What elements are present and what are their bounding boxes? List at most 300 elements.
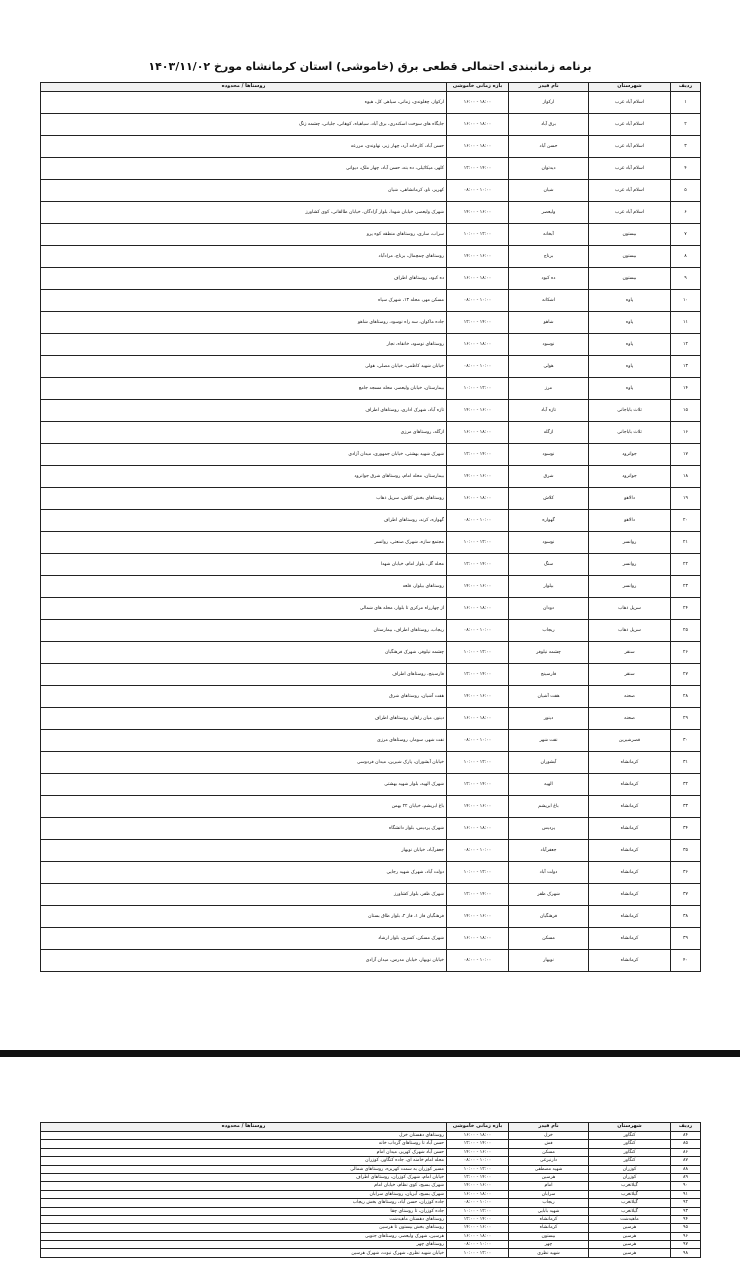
row-number-cell: ۱۱ (671, 312, 701, 334)
city-cell: سرپل ذهاب (589, 598, 671, 620)
row-number-cell: ۹۷ (671, 1241, 701, 1249)
row-number-cell: ۲۱ (671, 532, 701, 554)
area-cell: شهرک شهید بهشتی، خیابان جمهوری، میدان آزادی (41, 444, 447, 466)
city-cell: هرسین (589, 1249, 671, 1257)
time-cell: ۱۶:۰۰ - ۱۴:۰۰ (447, 796, 509, 818)
table-header-row (41, 1123, 701, 1132)
row-number-cell: ۲۵ (671, 620, 701, 642)
time-cell: ۱۶:۰۰ - ۱۴:۰۰ (447, 576, 509, 598)
time-cell: ۱۲:۰۰ - ۱۰:۰۰ (447, 532, 509, 554)
city-cell: اسلام آباد غرب (589, 158, 671, 180)
schedule-table (40, 82, 701, 972)
area-cell: مسکن مهر، محله ۱۳، شهرک سپاه (41, 290, 447, 312)
area-cell: جاده کوزران، حسن آباد، روستاهای بخش ریجاب (41, 1199, 447, 1207)
row-number-cell: ۱۷ (671, 444, 701, 466)
area-cell: روستاهای بخش کلاش، سرپل ذهاب (41, 488, 447, 510)
city-cell: پاوه (589, 378, 671, 400)
table-row (41, 1157, 701, 1165)
feeder-cell: الهیه (509, 774, 589, 796)
table-row (41, 1165, 701, 1173)
row-number-cell: ۳۳ (671, 796, 701, 818)
area-cell: حسن آباد، کارخانه آرد، چهار زبر، نهاوندی، مزرعه (41, 136, 447, 158)
area-cell: نفت شهر، سومار، روستاهای مرزی (41, 730, 447, 752)
city-cell: صحنه (589, 708, 671, 730)
table-row (41, 356, 701, 378)
city-cell: ثلاث باباجانی (589, 422, 671, 444)
city-cell: گیلانغرب (589, 1199, 671, 1207)
table-row (41, 1132, 701, 1140)
feeder-cell: امام (509, 1182, 589, 1190)
table-row (41, 818, 701, 840)
schedule-body-continued (41, 1132, 701, 1258)
time-cell: ۱۲:۰۰ - ۱۰:۰۰ (447, 862, 509, 884)
table-row (41, 378, 701, 400)
time-cell: ۱۲:۰۰ - ۱۰:۰۰ (447, 642, 509, 664)
area-cell: ده کبود، روستاهای اطراف (41, 268, 447, 290)
table-row (41, 686, 701, 708)
table-row (41, 224, 701, 246)
document-title: برنامه زمانبندی احتمالی قطعی برق (خاموشی) استان کرمانشاه مورخ ۱۴۰۳/۱۱/۰۲ (148, 60, 592, 73)
area-cell: شهرک بسیج، کوی نظام، خیابان امام (41, 1182, 447, 1190)
row-number-cell: ۹۱ (671, 1190, 701, 1198)
table-row (41, 1190, 701, 1198)
feeder-cell: تازه آباد (509, 400, 589, 422)
table-row (41, 180, 701, 202)
feeder-cell: جعفرآباد (509, 840, 589, 862)
header-city: شهرستان (589, 83, 671, 92)
time-cell: ۱۴:۰۰ - ۱۲:۰۰ (447, 312, 509, 334)
time-cell: ۱۶:۰۰ - ۱۴:۰۰ (447, 1182, 509, 1190)
time-cell: ۱۶:۰۰ - ۱۴:۰۰ (447, 1224, 509, 1232)
row-number-cell: ۱۳ (671, 356, 701, 378)
area-cell: بیمارستان، محله امام، روستاهای شرق جوانرود (41, 466, 447, 488)
page-separator (0, 1050, 740, 1057)
feeder-cell: ولیعصر (509, 202, 589, 224)
table-row (41, 400, 701, 422)
feeder-cell: چشمه نیلوفر (509, 642, 589, 664)
area-cell: دولت آباد، شهرک شهید رجایی (41, 862, 447, 884)
header-city: شهرستان (589, 1123, 671, 1132)
table-row (41, 92, 701, 114)
area-cell: روستاهای نوسود، خانقاه، نجار (41, 334, 447, 356)
city-cell: روانسر (589, 554, 671, 576)
area-cell: شهرک ولیعصر، خیابان شهدا، بلوار آزادگان، خیابان طالقانی، کوی کشاورز (41, 202, 447, 224)
city-cell: کنگاور (589, 1140, 671, 1148)
city-cell: اسلام آباد غرب (589, 92, 671, 114)
time-cell: ۱۰:۰۰ - ۰۸:۰۰ (447, 620, 509, 642)
table-header-row (41, 83, 701, 92)
time-cell: ۱۲:۰۰ - ۱۰:۰۰ (447, 1249, 509, 1257)
row-number-cell: ۲ (671, 114, 701, 136)
time-cell: ۱۰:۰۰ - ۰۸:۰۰ (447, 1241, 509, 1249)
time-cell: ۱۴:۰۰ - ۱۲:۰۰ (447, 664, 509, 686)
city-cell: پاوه (589, 356, 671, 378)
table-row (41, 312, 701, 334)
table-row (41, 334, 701, 356)
header-feeder: نام فیدر (509, 83, 589, 92)
document-page-2 (0, 1110, 740, 1280)
city-cell: کوزران (589, 1165, 671, 1173)
feeder-cell: دودان (509, 598, 589, 620)
time-cell: ۱۶:۰۰ - ۱۴:۰۰ (447, 400, 509, 422)
area-cell: شهرک بسیج، آبزیان، روستاهای سرابان (41, 1190, 447, 1198)
city-cell: کوزران (589, 1173, 671, 1181)
time-cell: ۱۸:۰۰ - ۱۶:۰۰ (447, 1190, 509, 1198)
feeder-cell: پردیس (509, 818, 589, 840)
area-cell: روستاهای بخش بیستون تا هرسین (41, 1224, 447, 1232)
table-row (41, 642, 701, 664)
feeder-cell: آبخانه (509, 224, 589, 246)
city-cell: روانسر (589, 576, 671, 598)
table-row (41, 114, 701, 136)
area-cell: جاده ماکوان، سه راه نوسود، روستاهای شاهو (41, 312, 447, 334)
row-number-cell: ۹۳ (671, 1207, 701, 1215)
row-number-cell: ۲۳ (671, 576, 701, 598)
table-row (41, 1173, 701, 1181)
row-number-cell: ۱۹ (671, 488, 701, 510)
area-cell: سراب، ساری، روستاهای منطقه کوه پرو (41, 224, 447, 246)
feeder-cell: سرابان (509, 1190, 589, 1198)
header-feeder: نام فیدر (509, 1123, 589, 1132)
header-time: بازه زمانی خاموشی (447, 83, 509, 92)
area-cell: روستاهای بیلوار، قلعه (41, 576, 447, 598)
time-cell: ۱۸:۰۰ - ۱۶:۰۰ (447, 598, 509, 620)
row-number-cell: ۷ (671, 224, 701, 246)
city-cell: کرمانشاه (589, 950, 671, 972)
time-cell: ۱۰:۰۰ - ۰۸:۰۰ (447, 730, 509, 752)
table-row (41, 466, 701, 488)
area-cell: خیابان آبشوران، پارک شیرین، میدان فردوسی (41, 752, 447, 774)
table-row (41, 796, 701, 818)
area-cell: روستاهای چهر (41, 1241, 447, 1249)
city-cell: کرمانشاه (589, 774, 671, 796)
table-row (41, 444, 701, 466)
table-row (41, 136, 701, 158)
feeder-cell: فارسینج (509, 664, 589, 686)
row-number-cell: ۱۵ (671, 400, 701, 422)
schedule-body (41, 92, 701, 972)
time-cell: ۱۸:۰۰ - ۱۶:۰۰ (447, 268, 509, 290)
row-number-cell: ۵ (671, 180, 701, 202)
row-number-cell: ۸ (671, 246, 701, 268)
feeder-cell: هفت آشیان (509, 686, 589, 708)
feeder-cell: شرق (509, 466, 589, 488)
city-cell: قصرشیرین (589, 730, 671, 752)
feeder-cell: شهید نظری (509, 1249, 589, 1257)
city-cell: هرسین (589, 1224, 671, 1232)
feeder-cell: دینور (509, 708, 589, 730)
time-cell: ۱۰:۰۰ - ۰۸:۰۰ (447, 950, 509, 972)
row-number-cell: ۳۴ (671, 818, 701, 840)
time-cell: ۱۸:۰۰ - ۱۶:۰۰ (447, 818, 509, 840)
table-row (41, 1224, 701, 1232)
time-cell: ۱۴:۰۰ - ۱۲:۰۰ (447, 1215, 509, 1223)
city-cell: سنقر (589, 642, 671, 664)
time-cell: ۱۰:۰۰ - ۰۸:۰۰ (447, 290, 509, 312)
row-number-cell: ۳۹ (671, 928, 701, 950)
time-cell: ۱۲:۰۰ - ۱۰:۰۰ (447, 224, 509, 246)
header-row-number: ردیف (671, 83, 701, 92)
feeder-cell: مسکن (509, 1148, 589, 1156)
row-number-cell: ۱ (671, 92, 701, 114)
row-number-cell: ۱۸ (671, 466, 701, 488)
area-cell: خیابان امام، شهرک کوزران، روستاهای اطراف (41, 1173, 447, 1181)
time-cell: ۱۸:۰۰ - ۱۶:۰۰ (447, 92, 509, 114)
row-number-cell: ۱۴ (671, 378, 701, 400)
city-cell: پاوه (589, 312, 671, 334)
header-time: بازه زمانی خاموشی (447, 1123, 509, 1132)
area-cell: جایگاه های سوخت اسکندری، برق آباد، سیاهیاه، کوهانی، جلیانی، چشمه زنگ (41, 114, 447, 136)
feeder-cell: اشکانه (509, 290, 589, 312)
time-cell: ۱۴:۰۰ - ۱۲:۰۰ (447, 1140, 509, 1148)
feeder-cell: هرسین (509, 1173, 589, 1181)
table-row (41, 510, 701, 532)
table-row (41, 1249, 701, 1257)
time-cell: ۱۲:۰۰ - ۱۰:۰۰ (447, 752, 509, 774)
row-number-cell: ۸۶ (671, 1148, 701, 1156)
time-cell: ۱۲:۰۰ - ۱۰:۰۰ (447, 378, 509, 400)
city-cell: ماهیدشت (589, 1215, 671, 1223)
area-cell: شهرک پردیس، بلوار دانشگاه (41, 818, 447, 840)
table-row (41, 422, 701, 444)
table-row (41, 950, 701, 972)
time-cell: ۱۲:۰۰ - ۱۰:۰۰ (447, 1207, 509, 1215)
area-cell: فارسینج، روستاهای اطراف (41, 664, 447, 686)
time-cell: ۱۰:۰۰ - ۰۸:۰۰ (447, 510, 509, 532)
feeder-cell: شاهو (509, 312, 589, 334)
table-row (41, 1232, 701, 1240)
feeder-cell: بیستون (509, 1232, 589, 1240)
city-cell: ثلاث باباجانی (589, 400, 671, 422)
row-number-cell: ۸۴ (671, 1132, 701, 1140)
time-cell: ۱۰:۰۰ - ۰۸:۰۰ (447, 840, 509, 862)
row-number-cell: ۴۰ (671, 950, 701, 972)
table-row (41, 774, 701, 796)
area-cell: هرسین، شهرک ولیعصر، روستاهای جنوبی (41, 1232, 447, 1240)
table-row (41, 268, 701, 290)
feeder-cell: شهید بابایی (509, 1207, 589, 1215)
row-number-cell: ۱۰ (671, 290, 701, 312)
table-row (41, 1241, 701, 1249)
feeder-cell: نوسود (509, 334, 589, 356)
area-cell: هفت آشیان، روستاهای شرق (41, 686, 447, 708)
row-number-cell: ۸۹ (671, 1173, 701, 1181)
time-cell: ۱۰:۰۰ - ۰۸:۰۰ (447, 1199, 509, 1207)
row-number-cell: ۲۸ (671, 686, 701, 708)
city-cell: گیلانغرب (589, 1207, 671, 1215)
area-cell: جاده کوزران، تا روستای چقا (41, 1207, 447, 1215)
city-cell: سرپل ذهاب (589, 620, 671, 642)
table-row (41, 1207, 701, 1215)
time-cell: ۱۸:۰۰ - ۱۶:۰۰ (447, 422, 509, 444)
table-row (41, 532, 701, 554)
table-row (41, 158, 701, 180)
feeder-cell: ارکواز (509, 92, 589, 114)
feeder-cell: ریجاب (509, 1199, 589, 1207)
area-cell: گهواره، کرند، روستاهای اطراف (41, 510, 447, 532)
schedule-table-continued (40, 1122, 701, 1258)
area-cell: شهرک الهیه، بلوار شهید بهشتی (41, 774, 447, 796)
feeder-cell: دولت آباد (509, 862, 589, 884)
city-cell: بیستون (589, 268, 671, 290)
header-row-number: ردیف (671, 1123, 701, 1132)
time-cell: ۱۴:۰۰ - ۱۲:۰۰ (447, 444, 509, 466)
city-cell: کنگاور (589, 1157, 671, 1165)
row-number-cell: ۲۶ (671, 642, 701, 664)
row-number-cell: ۹۶ (671, 1232, 701, 1240)
area-cell: مسیر کوزران به سمت کهریزه، روستاهای شمالی (41, 1165, 447, 1173)
time-cell: ۱۴:۰۰ - ۱۲:۰۰ (447, 774, 509, 796)
city-cell: روانسر (589, 532, 671, 554)
area-cell: شهرک ظفر، بلوار کشاورز (41, 884, 447, 906)
area-cell: محله گل، بلوار امام، خیابان شهدا (41, 554, 447, 576)
row-number-cell: ۸۸ (671, 1165, 701, 1173)
city-cell: صحنه (589, 686, 671, 708)
feeder-cell: فرهنگیان (509, 906, 589, 928)
city-cell: اسلام آباد غرب (589, 202, 671, 224)
time-cell: ۱۶:۰۰ - ۱۴:۰۰ (447, 686, 509, 708)
feeder-cell: کلاش (509, 488, 589, 510)
table-row (41, 840, 701, 862)
time-cell: ۱۸:۰۰ - ۱۶:۰۰ (447, 928, 509, 950)
table-row (41, 1199, 701, 1207)
time-cell: ۱۶:۰۰ - ۱۴:۰۰ (447, 906, 509, 928)
header-area: روستاها / محدوده (41, 83, 447, 92)
time-cell: ۱۸:۰۰ - ۱۶:۰۰ (447, 708, 509, 730)
city-cell: کرمانشاه (589, 840, 671, 862)
feeder-cell: بیلوار (509, 576, 589, 598)
table-row (41, 664, 701, 686)
feeder-cell: گهواره (509, 510, 589, 532)
area-cell: شهرک مسکن، کسری، بلوار ارشاد (41, 928, 447, 950)
time-cell: ۱۶:۰۰ - ۱۴:۰۰ (447, 246, 509, 268)
row-number-cell: ۹۴ (671, 1215, 701, 1223)
city-cell: کرمانشاه (589, 884, 671, 906)
area-cell: مجتمع سازه، شهرک صنعتی، روانسر (41, 532, 447, 554)
feeder-cell: ازگله (509, 422, 589, 444)
table-row (41, 1215, 701, 1223)
area-cell: ارکواز، چغلوندی، زمانی، سیاهی کل، هیوه (41, 92, 447, 114)
table-row (41, 730, 701, 752)
time-cell: ۱۸:۰۰ - ۱۶:۰۰ (447, 114, 509, 136)
table-row (41, 290, 701, 312)
feeder-cell: نوبهار (509, 950, 589, 972)
time-cell: ۱۸:۰۰ - ۱۶:۰۰ (447, 1132, 509, 1140)
city-cell: کرمانشاه (589, 928, 671, 950)
feeder-cell: کرمانشاه (509, 1215, 589, 1223)
feeder-cell: نفت شهر (509, 730, 589, 752)
row-number-cell: ۹۲ (671, 1199, 701, 1207)
row-number-cell: ۳۵ (671, 840, 701, 862)
row-number-cell: ۸۷ (671, 1157, 701, 1165)
time-cell: ۱۶:۰۰ - ۱۴:۰۰ (447, 466, 509, 488)
city-cell: کرمانشاه (589, 862, 671, 884)
city-cell: هرسین (589, 1232, 671, 1240)
area-cell: خیابان نوبهار، خیابان مدرس، میدان آزادی (41, 950, 447, 972)
city-cell: هرسین (589, 1241, 671, 1249)
row-number-cell: ۹۰ (671, 1182, 701, 1190)
feeder-cell: فش (509, 1140, 589, 1148)
header-area: روستاها / محدوده (41, 1123, 447, 1132)
table-row (41, 1148, 701, 1156)
row-number-cell: ۳۶ (671, 862, 701, 884)
row-number-cell: ۶ (671, 202, 701, 224)
row-number-cell: ۹۵ (671, 1224, 701, 1232)
area-cell: روستاهای دهستان خزل (41, 1132, 447, 1140)
area-cell: روستاهای چمچمال، برناج، مرادآباد (41, 246, 447, 268)
row-number-cell: ۲۹ (671, 708, 701, 730)
feeder-cell: سنگ (509, 554, 589, 576)
table-row (41, 202, 701, 224)
city-cell: جوانرود (589, 466, 671, 488)
city-cell: کنگاور (589, 1132, 671, 1140)
row-number-cell: ۱۲ (671, 334, 701, 356)
row-number-cell: ۸۵ (671, 1140, 701, 1148)
row-number-cell: ۲۲ (671, 554, 701, 576)
time-cell: ۱۶:۰۰ - ۱۴:۰۰ (447, 202, 509, 224)
area-cell: تازه آباد، شهرک اداری، روستاهای اطراف (41, 400, 447, 422)
table-row (41, 708, 701, 730)
feeder-cell: مرز (509, 378, 589, 400)
feeder-cell: کرمانشاه (509, 1224, 589, 1232)
table-row (41, 554, 701, 576)
feeder-cell: شیان (509, 180, 589, 202)
row-number-cell: ۳۲ (671, 774, 701, 796)
time-cell: ۱۲:۰۰ - ۱۰:۰۰ (447, 1165, 509, 1173)
area-cell: کهریز، ناو، کرمانشاهی، شیان (41, 180, 447, 202)
area-cell: کلهر، میکائیلی، ده بنه، حسن آباد، چهار ملک، دیوانی (41, 158, 447, 180)
row-number-cell: ۹۸ (671, 1249, 701, 1257)
table-row (41, 928, 701, 950)
feeder-cell: نوسود (509, 444, 589, 466)
area-cell: حسن آباد تا روستاهای گرداب خانه (41, 1140, 447, 1148)
feeder-cell: نوسود (509, 532, 589, 554)
city-cell: اسلام آباد غرب (589, 114, 671, 136)
time-cell: ۱۸:۰۰ - ۱۶:۰۰ (447, 334, 509, 356)
city-cell: سنقر (589, 664, 671, 686)
area-cell: جعفرآباد، خیابان نوبهار (41, 840, 447, 862)
table-row (41, 576, 701, 598)
area-cell: روستاهای دهستان ماهیدشت (41, 1215, 447, 1223)
area-cell: خیابان شهید کاظمی، خیابان مصلی، هولی (41, 356, 447, 378)
feeder-cell: برق آباد (509, 114, 589, 136)
city-cell: دالاهو (589, 510, 671, 532)
city-cell: گیلانغرب (589, 1182, 671, 1190)
table-row (41, 246, 701, 268)
time-cell: ۱۸:۰۰ - ۱۶:۰۰ (447, 136, 509, 158)
time-cell: ۱۴:۰۰ - ۱۲:۰۰ (447, 1173, 509, 1181)
row-number-cell: ۲۷ (671, 664, 701, 686)
row-number-cell: ۳ (671, 136, 701, 158)
city-cell: گیلانغرب (589, 1190, 671, 1198)
city-cell: کرمانشاه (589, 752, 671, 774)
area-cell: فرهنگیان فاز ۱، فاز ۲، بلوار طاق بستان (41, 906, 447, 928)
city-cell: بیستون (589, 246, 671, 268)
area-cell: حسن آباد شهرک کهریز، میدان امام (41, 1148, 447, 1156)
row-number-cell: ۲۰ (671, 510, 701, 532)
city-cell: کنگاور (589, 1148, 671, 1156)
city-cell: اسلام آباد غرب (589, 136, 671, 158)
time-cell: ۱۸:۰۰ - ۱۶:۰۰ (447, 1232, 509, 1240)
row-number-cell: ۳۸ (671, 906, 701, 928)
table-row (41, 1182, 701, 1190)
feeder-cell: چهر (509, 1241, 589, 1249)
city-cell: کرمانشاه (589, 796, 671, 818)
city-cell: پاوه (589, 290, 671, 312)
feeder-cell: آبشوران (509, 752, 589, 774)
table-row (41, 884, 701, 906)
area-cell: باغ ابریشم، خیابان ۲۲ بهمن (41, 796, 447, 818)
